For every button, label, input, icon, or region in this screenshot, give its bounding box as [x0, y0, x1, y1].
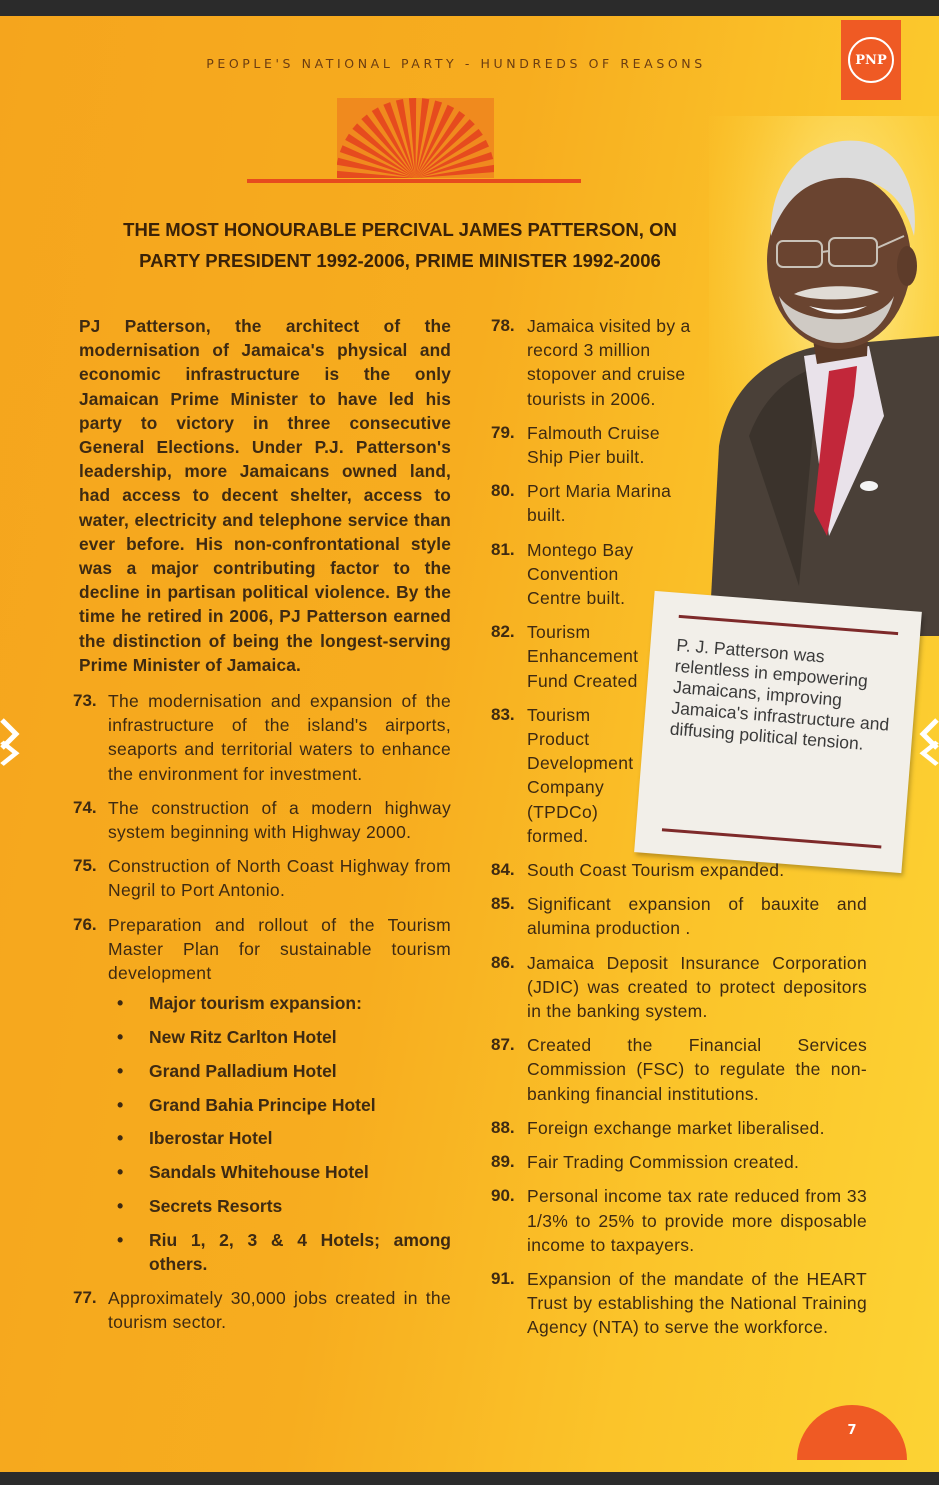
list-item-text: Jamaica visited by a record 3 million stopover and cruise tourists in 2006. [527, 316, 691, 409]
list-item-number: 77. [73, 1287, 97, 1307]
list-item-number: 75. [73, 856, 97, 876]
list-item-text: Created the Financial Services Commission (FSC) to regulate the non-banking financial institutions. [527, 1035, 867, 1104]
quote-rule-top [679, 615, 899, 635]
list-item [491, 314, 867, 411]
list-item-number: 80. [491, 481, 515, 501]
list-item-text: Montego Bay Convention Centre built. [527, 539, 634, 609]
previous-page-arrow-icon[interactable] [0, 718, 22, 788]
viewer-bottom-bar [0, 1472, 939, 1485]
list-item [73, 854, 451, 902]
list-item-number: 74. [73, 797, 97, 817]
left-list [73, 689, 451, 985]
list-item-number: 87. [491, 1035, 515, 1055]
heading-line-2: PARTY PRESIDENT 1992-2006, PRIME MINISTER 1992-2006 [139, 250, 661, 271]
list-item-number: 82. [491, 622, 515, 642]
list-item-text: Jamaica Deposit Insurance Corporation (JDIC) was created to protect depositors in the banking system. [527, 952, 867, 1022]
list-item-text: The modernisation and expansion of the infrastructure of the island's airports, seaports and territorial waters to enhance the environment for investment. [108, 691, 451, 784]
list-item-number: 90. [491, 1186, 515, 1206]
list-item [491, 1116, 867, 1140]
list-item [73, 796, 451, 844]
sunburst-icon [337, 98, 494, 178]
bullet-item: • Major tourism expansion: [117, 991, 451, 1015]
heading-rule [247, 179, 581, 183]
list-item [491, 951, 867, 1024]
list-item-text: Falmouth Cruise Ship Pier built. [527, 422, 660, 468]
list-item [73, 913, 451, 986]
list-item-text: Tourism Product Development Company (TPDCo) formed. [527, 704, 634, 846]
list-item-text: Personal income tax rate reduced from 33 1/3% to 25% to provide more disposable income to taxpayers. [527, 1186, 867, 1255]
list-item-number: 91. [491, 1268, 515, 1288]
tourism-bullet-list [117, 991, 451, 1276]
list-item-number: 78. [491, 316, 515, 335]
list-item-text: Expansion of the mandate of the HEART Trust by establishing the National Training Agency (NTA) to serve the workforce. [527, 1268, 867, 1338]
list-item-text: Port Maria Marina built. [527, 481, 672, 526]
list-item-number: 79. [491, 422, 515, 442]
list-item-number: 88. [491, 1117, 515, 1137]
bullet-item: • Riu 1, 2, 3 & 4 Hotels; among others. [117, 1228, 451, 1276]
list-item-number: 89. [491, 1152, 515, 1172]
list-item [491, 1184, 867, 1257]
list-item [491, 479, 867, 527]
magazine-page [0, 16, 939, 1472]
page-number: 7 [797, 1405, 907, 1460]
intro-paragraph: PJ Patterson, the architect of the modernisation of Jamaica's physical and economic infrastructure is the only Jamaican Prime Minister to have led his party to victory in three consecutive General Elections. Under P.J. Patterson's leadership, more Jamaicans owned land, had access to decent shelter, access to water, electricity and telephone service than ever before. His non-confrontational style was a major contributing factor to the decline in partisan political violence. By the time he retired in 2006, PJ Patterson earned the distinction of being the longest-serving Prime Minister of Jamaica. [79, 316, 451, 675]
pull-quote-card [634, 591, 922, 873]
list-item-number: 81. [491, 539, 515, 559]
list-item [73, 689, 451, 786]
bullet-item: • Iberostar Hotel [117, 1126, 451, 1150]
list-item [491, 1267, 867, 1340]
bullet-item: • Grand Palladium Hotel [117, 1059, 451, 1083]
bullet-item: • Secrets Resorts [117, 1194, 451, 1218]
left-column [73, 314, 451, 1334]
list-item-text: Foreign exchange market liberalised. [527, 1117, 825, 1138]
quote-rule-bottom [662, 828, 882, 848]
list-item-77 [73, 1286, 451, 1334]
list-item-text: Construction of North Coast Highway from Negril to Port Antonio. [108, 856, 451, 901]
list-item-text: Approximately 30,000 jobs created in the tourism sector. [108, 1287, 451, 1333]
list-item-text: The construction of a modern highway system beginning with Highway 2000. [108, 797, 451, 843]
list-item-text: Tourism Enhancement Fund Created [527, 622, 639, 691]
bullet-item: • Sandals Whitehouse Hotel [117, 1160, 451, 1184]
pull-quote-text: P. J. Patterson was relentless in empowering Jamaicans, improving Jamaica's infrastructure and diffusing political tension. [669, 634, 891, 754]
bullet-item: • Grand Bahia Principe Hotel [117, 1093, 451, 1117]
bullet-item: • New Ritz Carlton Hotel [117, 1025, 451, 1049]
next-page-arrow-icon[interactable] [917, 718, 939, 788]
list-item [491, 1150, 867, 1174]
list-item-number: 73. [73, 691, 97, 711]
list-item-text: Fair Trading Commission created. [527, 1152, 800, 1173]
list-item-number: 76. [73, 914, 97, 934]
list-item-text: South Coast Tourism expanded. [527, 860, 785, 881]
list-item [491, 1033, 867, 1106]
list-item [491, 421, 867, 469]
viewer-top-bar [0, 0, 939, 16]
pnp-logo [841, 20, 901, 100]
heading-line-1: THE MOST HONOURABLE PERCIVAL JAMES PATTERSON, ON [123, 219, 677, 240]
pnp-logo-text: PNP [848, 37, 894, 83]
list-item-number: 86. [491, 952, 515, 972]
list-item-text: Significant expansion of bauxite and alumina production . [527, 894, 867, 939]
list-item-number: 85. [491, 894, 515, 914]
running-title: PEOPLE'S NATIONAL PARTY - HUNDREDS OF REASONS [206, 56, 706, 71]
page-heading [110, 214, 690, 276]
list-item-number: 84. [491, 860, 515, 880]
list-item-text: Preparation and rollout of the Tourism Master Plan for sustainable tourism development [108, 914, 451, 984]
list-item-number: 83. [491, 704, 515, 724]
list-item [491, 892, 867, 940]
